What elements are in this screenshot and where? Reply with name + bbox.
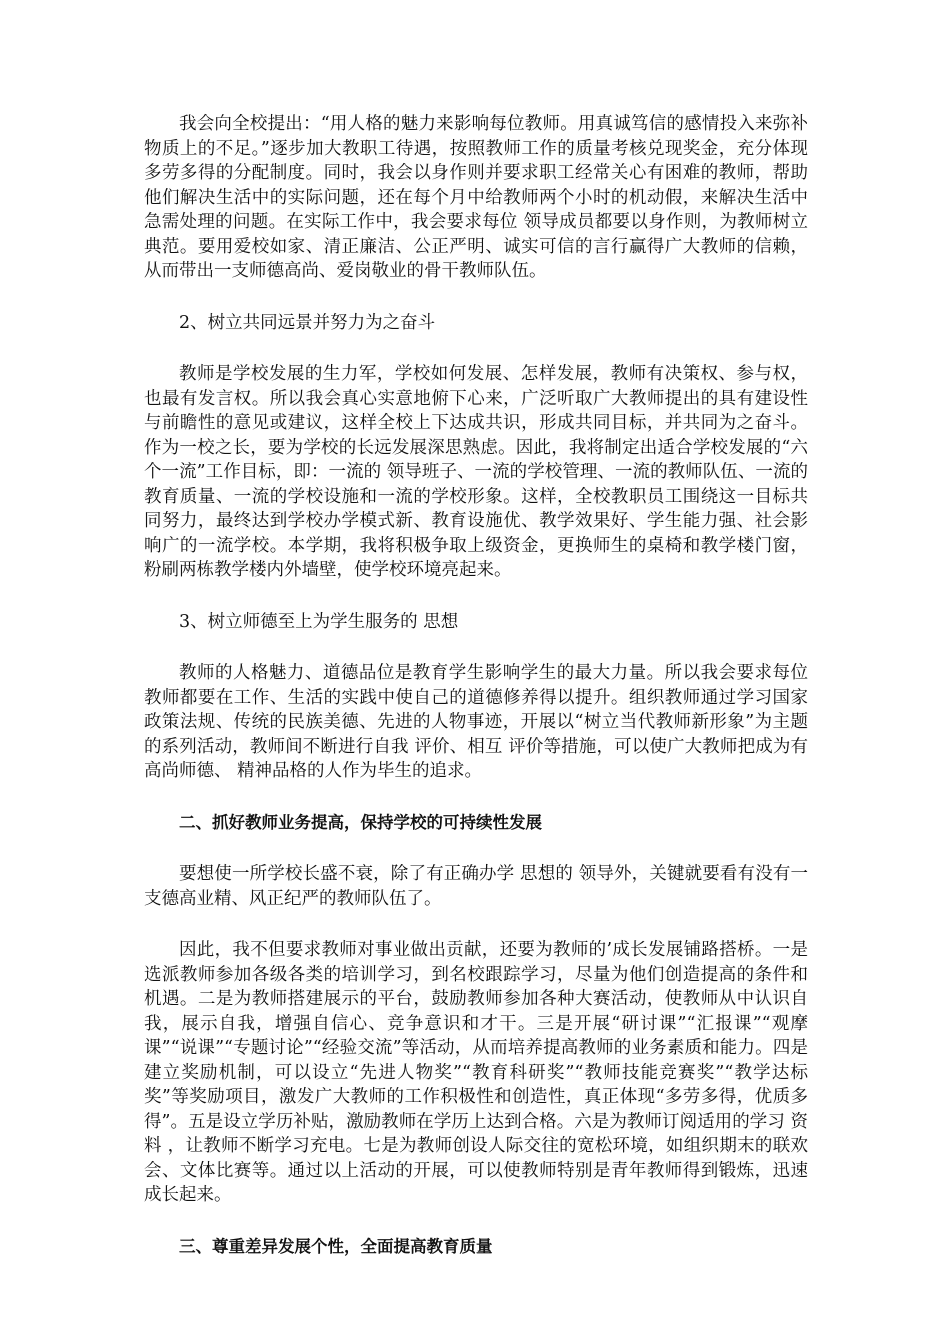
- paragraph-shared-vision: 教师是学校发展的生力军，学校如何发展、怎样发展，教师有决策权、参与权，也最有发言权。所以我会真心实意地俯下心来，广泛听取广大教师提出的具有建设性与前瞻性的意见或建议，这样全校上下达成共识，形成共同目标，并共同为之奋斗。作为一校之长，要为学校的长远发展深思熟虑。因此，我将制定出适合学校发展的“六个一流”工作目标，即：一流的 领导班子、一流的学校管理、一流的教师队伍、一流的教育质量、一流的学校设施和一流的学校形象。这样，全校教职员工围绕这一目标共同努力，最终达到学校办学模式新、教育设施优、教学效果好、学生能力强、社会影响广的一流学校。本学期，我将积极争取上级资金，更换师生的桌椅和教学楼门窗，粉刷两栋教学楼内外墙壁，使学校环境亮起来。: [144, 364, 808, 580]
- section-heading-professional-growth: 二、抓好教师业务提高，保持学校的可持续性发展: [179, 812, 542, 832]
- subheading-teacher-ethics: 3、树立师德至上为学生服务的 思想: [179, 611, 459, 632]
- section-heading-education-quality: 三、尊重差异发展个性，全面提高教育质量: [179, 1236, 493, 1256]
- paragraph-teacher-motivation: 我会向全校提出：“用人格的魅力来影响每位教师。用真诚笃信的感情投入来弥补物质上的不足。”逐步加大教职工待遇，按照教师工作的质量考核兑现奖金，充分体现多劳多得的分配制度。同时，我会以身作则并要求职工经常关心有困难的教师，帮助他们解决生活中的实际问题，还在每个月中给教师两个小时的机动假，来解决生活中急需处理的问题。在实际工作中，我会要求每位 领导成员都要以身作则，为教师树立典范。要用爱校如家、清正廉洁、公正严明、诚实可信的言行赢得广大教师的信赖，从而带出一支师德高尚、爱岗敬业的骨干教师队伍。: [144, 114, 808, 281]
- document-page: [144, 112, 808, 1286]
- subheading-shared-vision: 2、树立共同远景并努力为之奋斗: [179, 312, 436, 333]
- paragraph-growth-measures: 因此，我不但要求教师对事业做出贡献，还要为教师的’成长发展铺路搭桥。一是选派教师参加各级各类的培训学习，到名校跟踪学习，尽量为他们创造提高的条件和机遇。二是为教师搭建展示的平台，鼓励教师参加各种大赛活动，使教师从中认识自我，展示自我，增强自信心、竞争意识和才干。三是开展“研讨课”“汇报课”“观摩课”“说课”“专题讨论”“经验交流”等活动，从而培养提高教师的业务素质和能力。四是建立奖励机制，可以设立“先进人物奖”“教育科研奖”“教师技能竞赛奖”“教学达标奖”等奖励项目，激发广大教师的工作积极性和创造性，真正体现“多劳多得，优质多得”。五是设立学历补贴，激励教师在学历上达到合格。六是为教师订阅适用的学习 资料 ，让教师不断学习充电。七是为教师创设人际交往的宽松环境，如组织期末的联欢会、文体比赛等。通过以上活动的开展，可以使教师特别是青年教师得到锻炼，迅速成长起来。: [144, 940, 808, 1205]
- paragraph-school-leadership: 要想使一所学校长盛不衰，除了有正确办学 思想的 领导外，关键就要看有没有一支德高业精、风正纪严的教师队伍了。: [144, 864, 808, 909]
- paragraph-teacher-ethics: 教师的人格魅力、道德品位是教育学生影响学生的最大力量。所以我会要求每位教师都要在工作、生活的实践中使自己的道德修养得以提升。组织教师通过学习国家政策法规、传统的民族美德、先进的人物事迹，开展以“树立当代教师新形象”为主题的系列活动，教师间不断进行自我 评价、相互 评价等措施，可以使广大教师把成为有高尚师德、 精神品格的人作为毕生的追求。: [144, 663, 808, 781]
